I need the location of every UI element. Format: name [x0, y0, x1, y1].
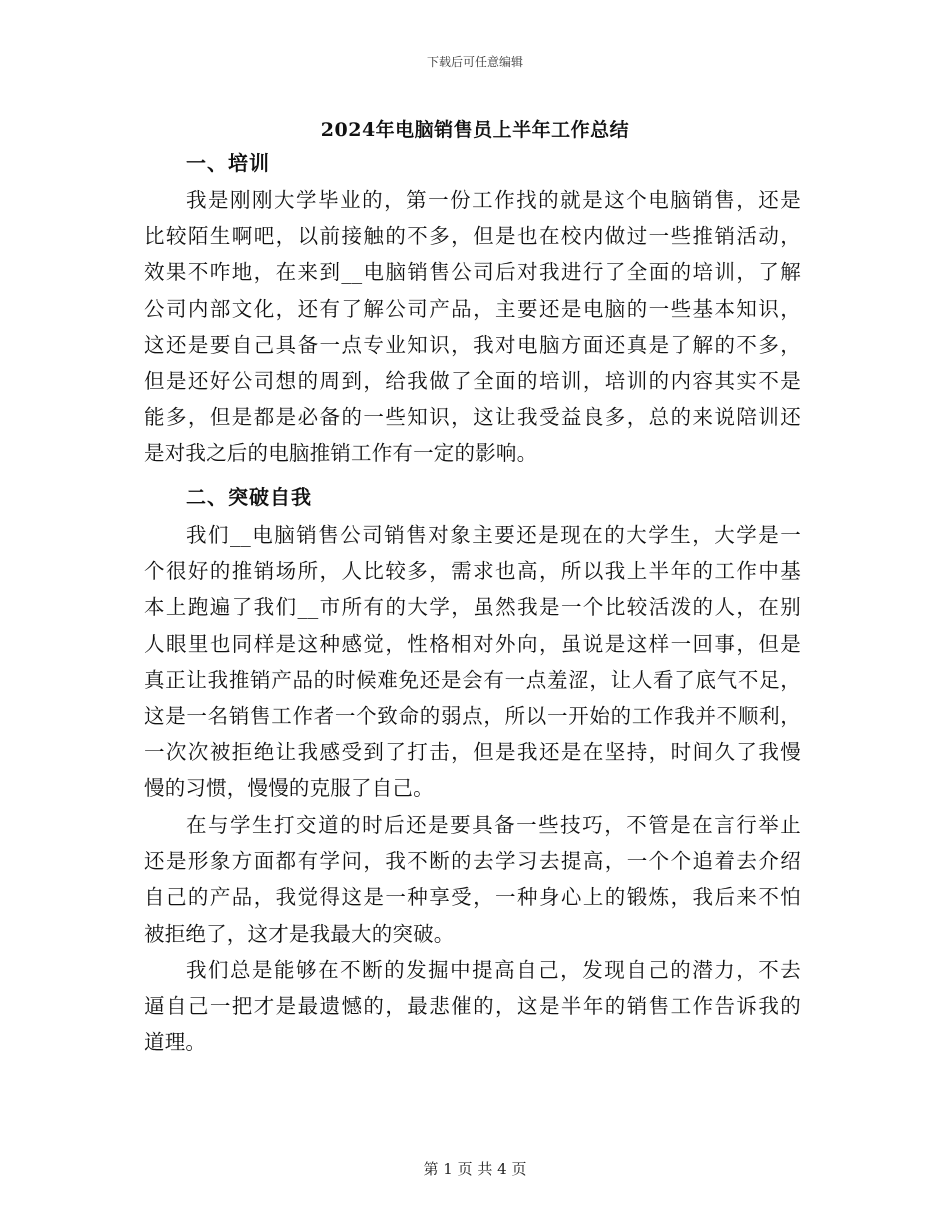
paragraph-line: 效果不咋地，在来到__电脑销售公司后对我进行了全面的培训，了解	[144, 260, 801, 285]
paragraph-line: 逼自己一把才是最遗憾的，最悲催的，这是半年的销售工作告诉我的	[144, 994, 801, 1019]
paragraph-line: 但是还好公司想的周到，给我做了全面的培训，培训的内容其实不是	[144, 368, 801, 393]
paragraph-line: 一次次被拒绝让我感受到了打击，但是我还是在坚持，时间久了我慢	[144, 740, 801, 765]
paragraph-line: 自己的产品，我觉得这是一种享受，一种身心上的锻炼，我后来不怕	[144, 885, 801, 910]
paragraph-line: 被拒绝了，这才是我最大的突破。	[144, 921, 455, 946]
paragraph-line: 还是形象方面都有学问，我不断的去学习去提高，一个个追着去介绍	[144, 849, 801, 874]
page-header-note: 下载后可任意编辑	[426, 55, 523, 69]
paragraph-line: 这还是要自己具备一点专业知识，我对电脑方面还真是了解的不多，	[144, 332, 801, 357]
paragraph-line: 个很好的推销场所，人比较多，需求也高，所以我上半年的工作中基	[144, 559, 801, 584]
paragraph-line: 是对我之后的电脑推销工作有一定的影响。	[144, 441, 538, 466]
paragraph-line: 比较陌生啊吧，以前接触的不多，但是也在校内做过一些推销活动，	[144, 224, 801, 249]
paragraph-line: 人眼里也同样是这种感觉，性格相对外向，虽说是这样一回事，但是	[144, 631, 801, 656]
paragraph-line: 慢的习惯，慢慢的克服了自己。	[144, 776, 434, 801]
paragraph-self-breakthrough-1	[144, 517, 801, 807]
paragraph-line: 我们总是能够在不断的发掘中提高自己，发现自己的潜力，不去	[186, 958, 801, 982]
page-number: 第 1 页 共 4 页	[423, 1160, 527, 1178]
paragraph-line: 公司内部文化，还有了解公司产品，主要还是电脑的一些基本知识，	[144, 296, 801, 321]
paragraph-line: 道理。	[144, 1030, 207, 1055]
paragraph-line: 能多，但是都是必备的一些知识，这让我受益良多，总的来说陪训还	[144, 405, 801, 430]
paragraph-training	[144, 182, 801, 472]
paragraph-line: 这是一名销售工作者一个致命的弱点，所以一开始的工作我并不顺利，	[144, 703, 801, 728]
paragraph-line: 在与学生打交道的时后还是要具备一些技巧，不管是在言行举止	[186, 813, 801, 837]
paragraph-self-breakthrough-3	[144, 952, 801, 1061]
section-heading-self-breakthrough: 二、突破自我	[186, 485, 312, 509]
document-title: 2024年电脑销售员上半年工作总结	[320, 119, 630, 141]
paragraph-line: 真正让我推销产品的时候难免还是会有一点羞涩，让人看了底气不足，	[144, 667, 801, 692]
paragraph-line: 我是刚刚大学毕业的，第一份工作找的就是这个电脑销售，还是	[186, 188, 801, 212]
paragraph-self-breakthrough-2	[144, 807, 801, 952]
paragraph-line: 我们__电脑销售公司销售对象主要还是现在的大学生，大学是一	[186, 523, 801, 547]
section-heading-training: 一、培训	[186, 151, 270, 175]
paragraph-line: 本上跑遍了我们__市所有的大学，虽然我是一个比较活泼的人，在别	[144, 595, 801, 620]
